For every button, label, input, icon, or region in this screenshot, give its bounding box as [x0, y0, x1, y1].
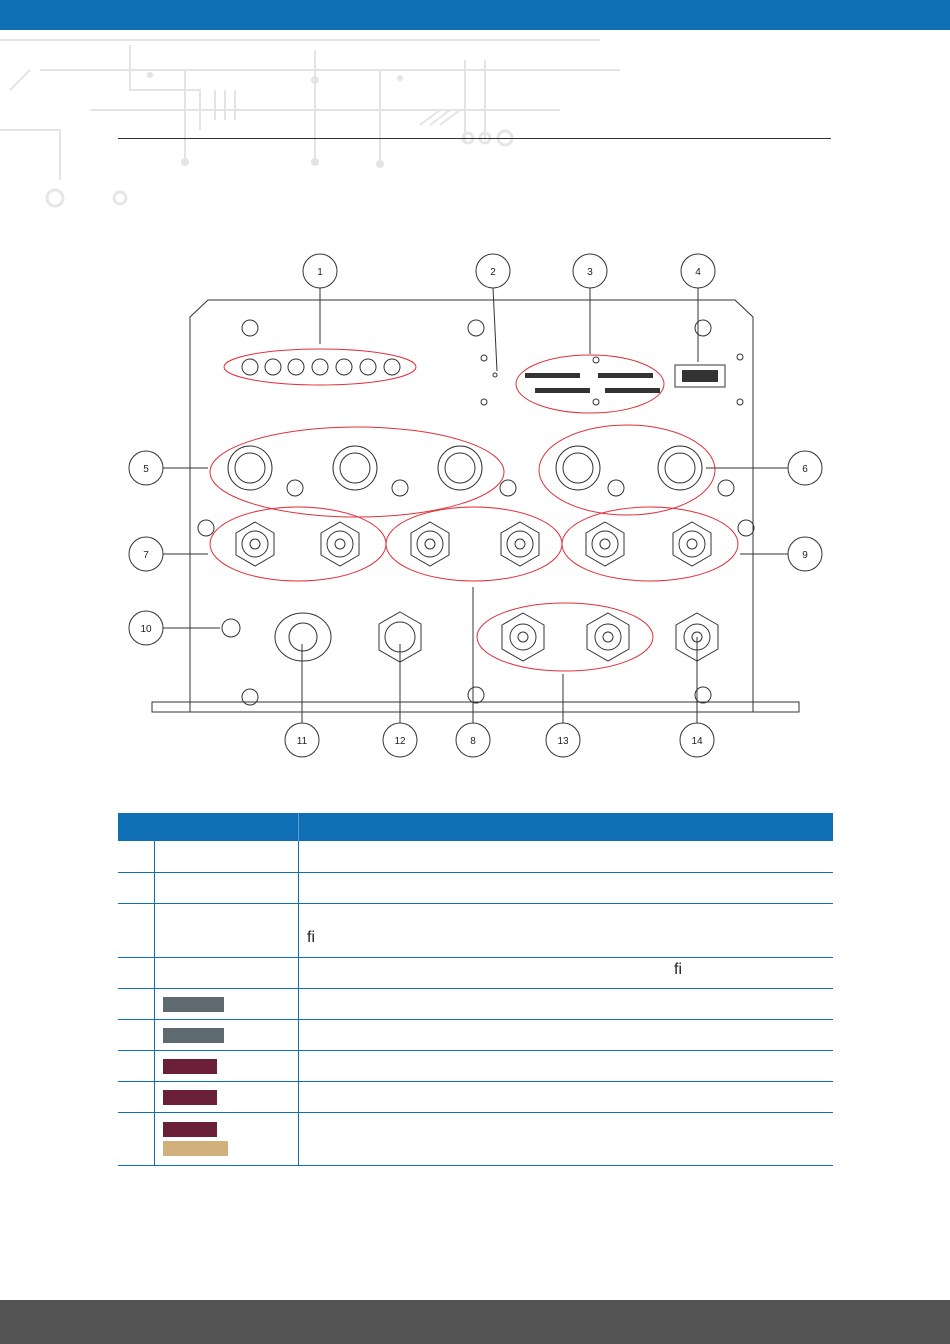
color-swatch: [163, 1028, 224, 1043]
callout-12: 12: [394, 736, 406, 747]
callout-9: 9: [802, 550, 808, 561]
table-row: [118, 841, 833, 873]
callout-10: 10: [140, 624, 152, 635]
table-header: [118, 813, 833, 841]
callout-7: 7: [143, 550, 149, 561]
callout-4: 4: [695, 267, 701, 278]
table-row: [118, 904, 833, 958]
ligature-glyph: ﬁ: [674, 961, 682, 978]
color-swatch: [163, 1059, 217, 1074]
table-row: [118, 873, 833, 904]
table-header-col1: [118, 813, 299, 841]
table-row: [118, 989, 833, 1020]
callout-6: 6: [802, 464, 808, 475]
connector-table: [118, 813, 833, 1166]
circuit-decoration: [0, 30, 640, 220]
callout-2: 2: [490, 267, 496, 278]
section-rule: [118, 138, 831, 139]
callout-8: 8: [470, 736, 476, 747]
ligature-glyph: ﬁ: [307, 929, 315, 946]
table-row: [118, 958, 833, 989]
callout-13: 13: [557, 736, 569, 747]
color-swatch: [163, 1141, 228, 1156]
callout-1: 1: [317, 267, 323, 278]
table-row: [118, 1082, 833, 1113]
callout-11: 11: [296, 736, 308, 747]
color-swatch: [163, 997, 224, 1012]
table-row: [118, 1051, 833, 1082]
callout-14: 14: [691, 736, 703, 747]
table-row: [118, 1020, 833, 1051]
header-bar: [0, 0, 950, 30]
color-swatch: [163, 1122, 217, 1137]
table-row: [118, 1113, 833, 1166]
callout-5: 5: [143, 464, 149, 475]
table-header-col2: [299, 813, 833, 841]
callout-3: 3: [587, 267, 593, 278]
device-rear-panel-diagram: [120, 250, 830, 770]
footer-bar: [0, 1300, 950, 1344]
color-swatch: [163, 1090, 217, 1105]
